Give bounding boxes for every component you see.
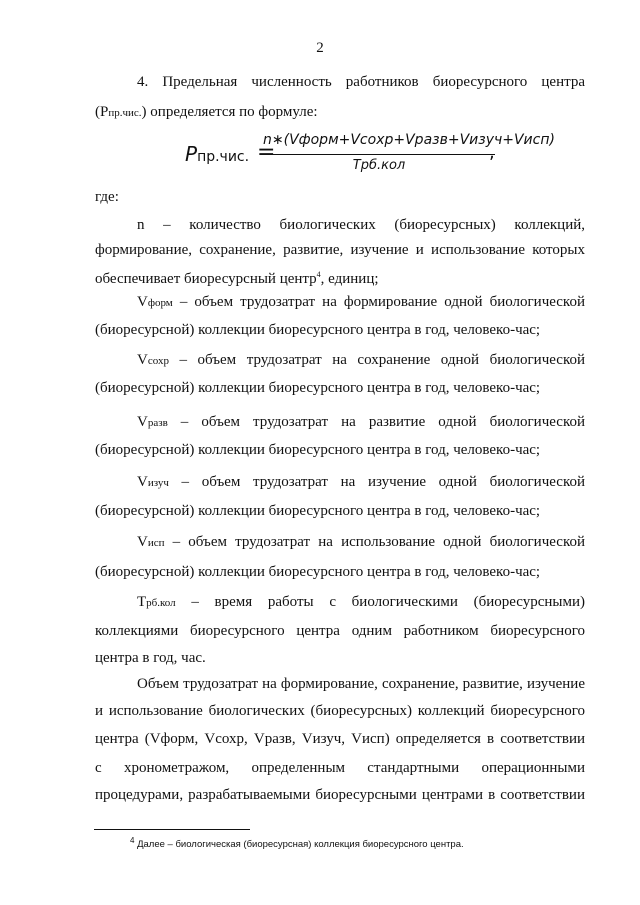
formula-equals: = [257, 140, 276, 165]
where-label: где: [95, 189, 119, 205]
headcount-formula [185, 132, 555, 182]
def-vform-line-1: Vформ – объем трудозатрат на формирование одной биологической [137, 294, 585, 310]
def-vizuch-line-1: Vизуч – объем трудозатрат на изучение одной биологической [137, 474, 585, 490]
def-n-line-3: обеспечивает биоресурсный центр$^4$, единиц; [95, 270, 379, 287]
formula-fraction-bar [263, 154, 495, 155]
footnote-separator [94, 829, 250, 830]
def-vsohr-line-1: Vсохр – объем трудозатрат на сохранение одной биологической [137, 352, 585, 368]
def-vizuch-line-2: (биоресурсной) коллекции биоресурсного центра в год, человеко-час; [95, 503, 541, 519]
def-visp-line-2: (биоресурсной) коллекции биоресурсного центра в год, человеко-час; [95, 564, 541, 580]
paragraph-4-line-2: (Рпр.чис.) определяется по формуле: [95, 104, 318, 120]
def-vrazv-line-1: Vразв – объем трудозатрат на развитие одной биологической [137, 414, 585, 430]
def-vsohr-line-2: (биоресурсной) коллекции биоресурсного центра в год, человеко-час; [95, 380, 541, 396]
formula-comma: , [489, 142, 495, 163]
def-vrazv-line-2: (биоресурсной) коллекции биоресурсного центра в год, человеко-час; [95, 442, 541, 458]
footnote-4: $^4$ Далее – биологическая (биоресурсная) коллекция биоресурсного центра. [130, 836, 464, 851]
volume-para-line-4: с хронометражом, определенным стандартными операционными [95, 760, 585, 776]
volume-para-line-3: центра (Vформ, Vсохр, Vразв, Vизуч, Vисп) определяется в соответствии [95, 731, 585, 747]
formula-lhs: Pпр.чис. [185, 142, 250, 166]
volume-para-line-1: Объем трудозатрат на формирование, сохранение, развитие, изучение [137, 676, 585, 692]
volume-para-line-2: и использование биологических (биоресурсных) коллекций биоресурсного [95, 703, 585, 719]
formula-numerator: n∗(Vформ+Vсохр+Vразв+Vизуч+Vисп) [263, 132, 555, 148]
page-number: 2 [316, 40, 324, 56]
def-n-line-1: n – количество биологических (биоресурсных) коллекций, [137, 217, 585, 233]
paragraph-4-line-1: 4. Предельная численность работников биоресурсного центра [137, 74, 585, 90]
def-n-line-2: формирование, сохранение, развитие, изучение и использование которых [95, 242, 585, 258]
def-t-line-3: центра в год, час. [95, 650, 206, 666]
volume-para-line-5: процедурами, разрабатываемыми биоресурсными центрами в соответствии [95, 787, 585, 803]
formula-denominator: Tрб.кол [352, 158, 406, 173]
def-t-line-2: коллекциями биоресурсного центра одним работником биоресурсного [95, 623, 585, 639]
def-visp-line-1: Vисп – объем трудозатрат на использование одной биологической [137, 534, 585, 550]
def-t-line-1: Трб.кол – время работы с биологическими (биоресурсными) [137, 594, 585, 610]
def-vform-line-2: (биоресурсной) коллекции биоресурсного центра в год, человеко-час; [95, 322, 541, 338]
